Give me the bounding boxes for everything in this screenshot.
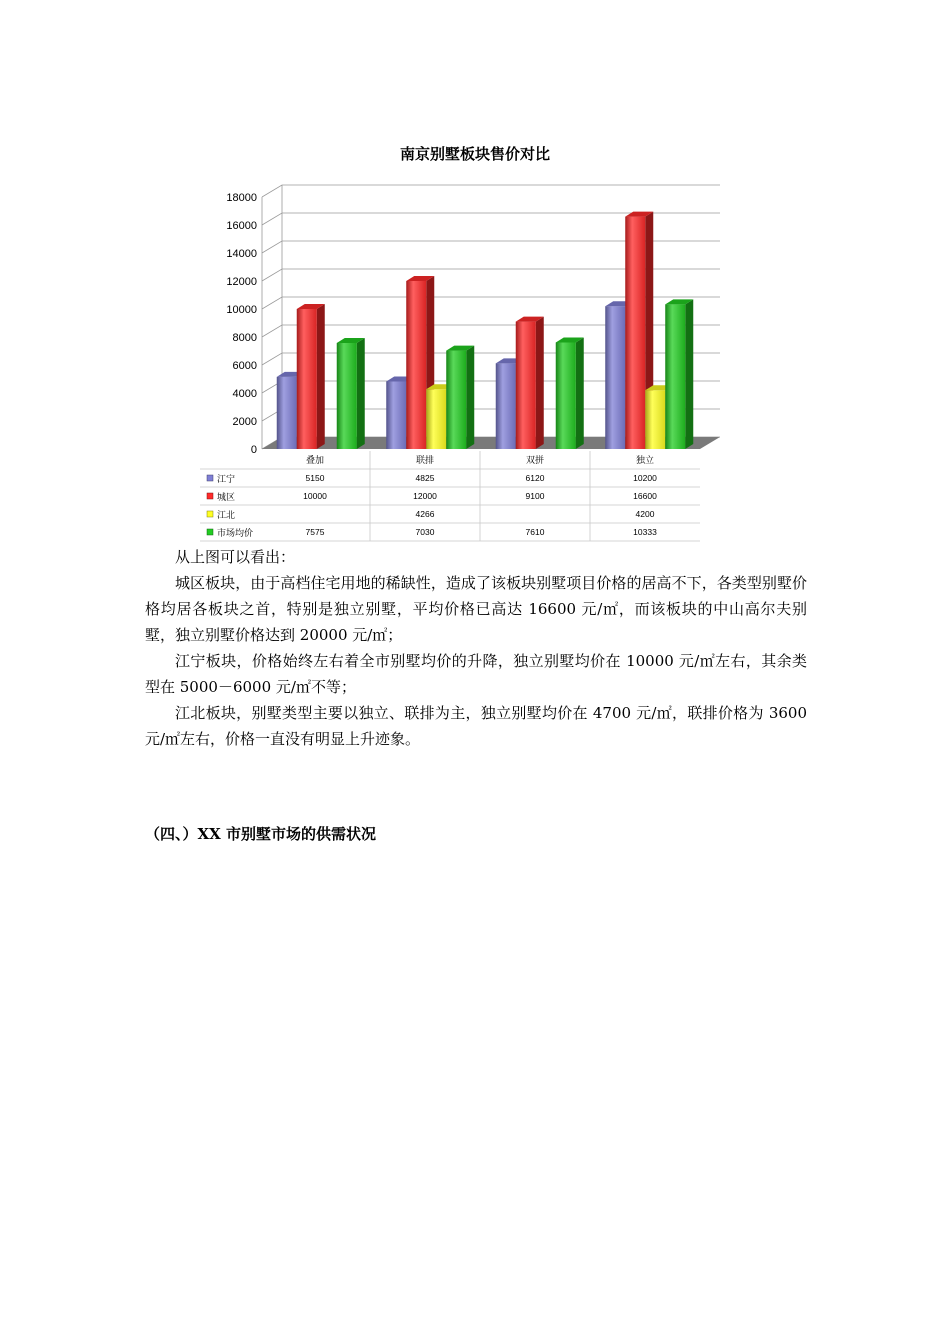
- y-tick-label: 8000: [232, 332, 257, 344]
- legend-label: 江宁: [217, 475, 236, 485]
- data-table: [200, 451, 700, 541]
- bar-chart: [0, 0, 950, 560]
- analysis-text: [145, 544, 807, 752]
- data-label: 7575: [305, 527, 325, 537]
- data-label: 5150: [305, 473, 325, 483]
- x-category-label: 独立: [635, 456, 655, 466]
- data-label: 6120: [525, 473, 545, 483]
- data-label: 4266: [415, 509, 435, 519]
- legend-swatch: [207, 511, 213, 517]
- data-label: 10200: [633, 473, 657, 483]
- legend-label: 市场均价: [217, 529, 254, 539]
- bar: [516, 317, 544, 449]
- bar: [665, 299, 693, 449]
- x-category-label: 联排: [415, 456, 435, 466]
- data-label: 10333: [633, 527, 657, 537]
- y-tick-label: 4000: [232, 388, 257, 400]
- data-label: 7610: [525, 527, 545, 537]
- chart-title: 南京别墅板块售价对比: [399, 145, 550, 163]
- y-tick-label: 12000: [226, 276, 257, 288]
- data-label: 9100: [525, 491, 545, 501]
- x-category-label: 叠加: [305, 456, 325, 466]
- y-tick-label: 10000: [226, 304, 257, 316]
- intro-line: 从上图可以看出：: [175, 548, 296, 566]
- data-label: 4200: [635, 509, 655, 519]
- y-tick-label: 16000: [226, 220, 257, 232]
- data-label: 12000: [413, 491, 437, 501]
- data-label: 16600: [633, 491, 657, 501]
- y-tick-label: 2000: [232, 416, 257, 428]
- y-tick-label: 14000: [226, 248, 257, 260]
- paragraph-jiangbei: 江北板块，别墅类型主要以独立、联排为主，独立别墅均价在 4700 元/㎡，联排价格为 3600 元/㎡左右，价格一直没有明显上升迹象。: [145, 704, 807, 748]
- bar: [446, 346, 474, 449]
- y-tick-label: 18000: [226, 192, 257, 204]
- y-tick-label: 6000: [232, 360, 257, 372]
- y-tick-label: 0: [250, 444, 257, 456]
- legend-swatch: [207, 493, 213, 499]
- bar: [337, 338, 365, 449]
- x-category-label: 双拼: [525, 456, 545, 466]
- bar: [556, 337, 584, 449]
- gridline: [262, 185, 720, 197]
- paragraph-jiangning: 江宁板块，价格始终左右着全市别墅均价的升降，独立别墅均价在 10000 元/㎡左右，其余类型在 5000－6000 元/㎡不等；: [145, 652, 807, 696]
- paragraph-urban: 城区板块，由于高档住宅用地的稀缺性，造成了该板块别墅项目价格的居高不下，各类型别墅价格均居各板块之首，特别是独立别墅，平均价格已高达 16600 元/㎡，而该板块的中山高尔夫别墅，独立别墅价格达到 20000 元/㎡；: [145, 574, 807, 644]
- legend-label: 江北: [217, 511, 236, 521]
- legend-swatch: [207, 529, 213, 535]
- data-label: 4825: [415, 473, 435, 483]
- legend-label: 城区: [217, 493, 236, 503]
- legend-swatch: [207, 475, 213, 481]
- data-label: 7030: [415, 527, 435, 537]
- section-heading: （四、）XX 市别墅市场的供需状况: [145, 825, 377, 843]
- bar: [297, 304, 325, 449]
- data-label: 10000: [303, 491, 327, 501]
